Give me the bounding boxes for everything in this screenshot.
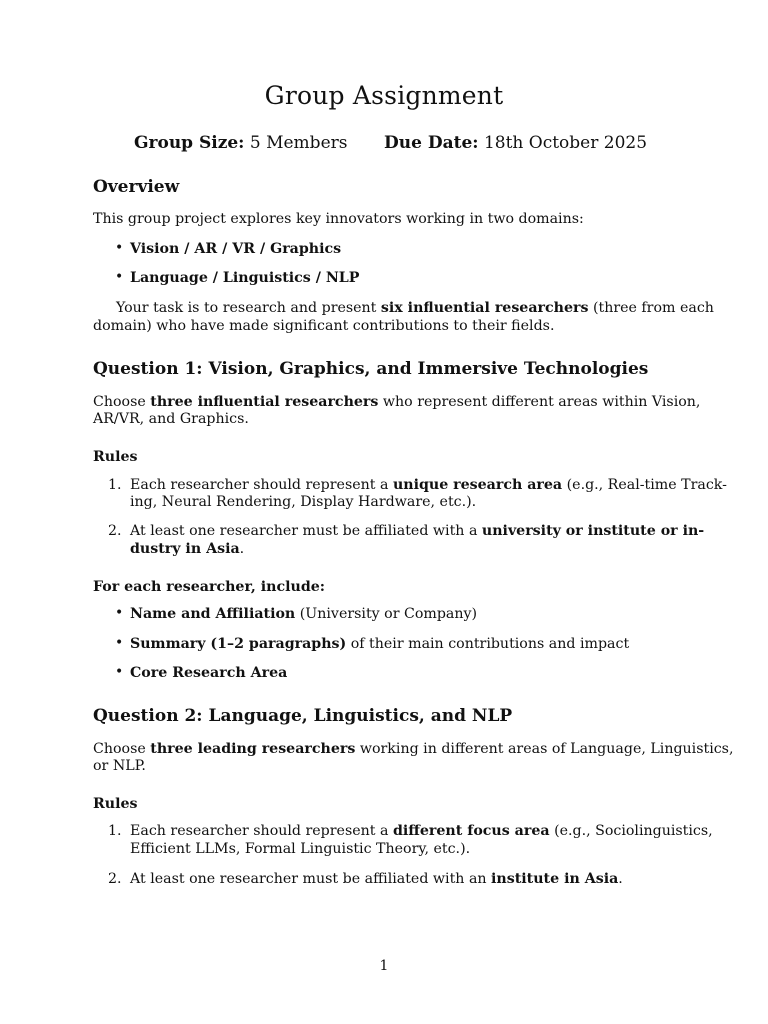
q1-intro-line2: AR/VR, and Graphics.	[93, 411, 249, 427]
domain-item: Language / Linguistics / NLP	[130, 270, 360, 286]
rule-number: 2.	[108, 523, 122, 539]
rule-text: At least one researcher must be affiliated with an	[130, 871, 492, 887]
q1-include-heading: For each researcher, include:	[93, 579, 326, 595]
task-text: Your task is to research and present	[116, 300, 381, 316]
rule-text: (e.g., Sociolinguistics,	[549, 823, 713, 839]
q1-intro-emphasis: three influential researchers	[150, 394, 379, 410]
bullet-icon: •	[115, 269, 124, 285]
document-title: Group Assignment	[264, 81, 504, 110]
q1-intro-line1	[93, 394, 700, 412]
include-item-title: Name and Affiliation	[130, 606, 296, 622]
rule-emphasis: institute in Asia	[491, 871, 619, 887]
rule-line	[130, 541, 244, 557]
rule-number: 1.	[108, 823, 122, 839]
due-date	[384, 133, 647, 153]
bullet-icon: •	[115, 240, 124, 256]
task-paragraph-line2: domain) who have made significant contributions to their fields.	[93, 318, 555, 334]
group-size	[134, 133, 347, 153]
rule-emphasis: university or institute or in-	[481, 523, 705, 539]
due-date-label: Due Date:	[384, 133, 479, 153]
include-item	[130, 606, 477, 622]
bullet-icon: •	[115, 664, 124, 680]
rule-text: Each researcher should represent a	[130, 477, 393, 493]
include-item-text: of their main contributions and impact	[346, 636, 630, 652]
overview-intro: This group project explores key innovators working in two domains:	[93, 211, 584, 227]
q2-intro-emphasis: three leading researchers	[150, 741, 356, 757]
rule-emphasis: dustry in Asia	[130, 541, 240, 557]
group-size-value: 5 Members	[249, 133, 348, 153]
domain-item: Vision / AR / VR / Graphics	[130, 241, 342, 257]
q1-rules-heading: Rules	[93, 449, 138, 465]
task-text: (three from each	[588, 300, 714, 316]
rule-emphasis: different focus area	[392, 823, 550, 839]
overview-heading: Overview	[93, 177, 180, 197]
q2-rules-heading: Rules	[93, 796, 138, 812]
group-size-label: Group Size:	[134, 133, 245, 153]
bullet-icon: •	[115, 635, 124, 651]
include-item-title: Core Research Area	[130, 665, 288, 681]
rule-emphasis: unique research area	[392, 477, 563, 493]
include-item	[130, 636, 629, 652]
include-item-title: Summary (1–2 paragraphs)	[130, 636, 347, 652]
q2-intro-text: working in different areas of Language, Linguistics,	[355, 741, 734, 757]
rule-text: (e.g., Real-time Track-	[562, 477, 727, 493]
rule-number: 2.	[108, 871, 122, 887]
q2-heading: Question 2: Language, Linguistics, and NLP	[93, 706, 513, 726]
task-paragraph-line1	[116, 300, 714, 318]
task-emphasis: six influential researchers	[380, 300, 589, 316]
rule-line: Efficient LLMs, Formal Linguistic Theory, etc.).	[130, 841, 471, 857]
due-date-value: 18th October 2025	[483, 133, 648, 153]
include-item-text: (University or Company)	[295, 606, 478, 622]
rule-line	[130, 871, 623, 887]
q2-intro-line1	[93, 741, 733, 759]
rule-line	[130, 477, 727, 493]
page-number: 1	[379, 958, 389, 974]
rule-text: At least one researcher must be affiliated with a	[130, 523, 482, 539]
rule-text: Each researcher should represent a	[130, 823, 393, 839]
bullet-icon: •	[115, 605, 124, 621]
q1-intro-text: Choose	[93, 394, 151, 410]
q2-intro-line2: or NLP.	[93, 758, 146, 774]
rule-text: .	[239, 541, 245, 557]
q1-intro-text: who represent different areas within Vision,	[378, 394, 701, 410]
q1-heading: Question 1: Vision, Graphics, and Immersive Technologies	[93, 359, 649, 379]
rule-line	[130, 823, 713, 839]
rule-text: .	[618, 871, 623, 887]
rule-line: ing, Neural Rendering, Display Hardware, etc.).	[130, 494, 477, 510]
rule-line	[130, 523, 704, 539]
include-item	[130, 665, 287, 681]
q2-intro-text: Choose	[93, 741, 151, 757]
rule-number: 1.	[108, 477, 122, 493]
